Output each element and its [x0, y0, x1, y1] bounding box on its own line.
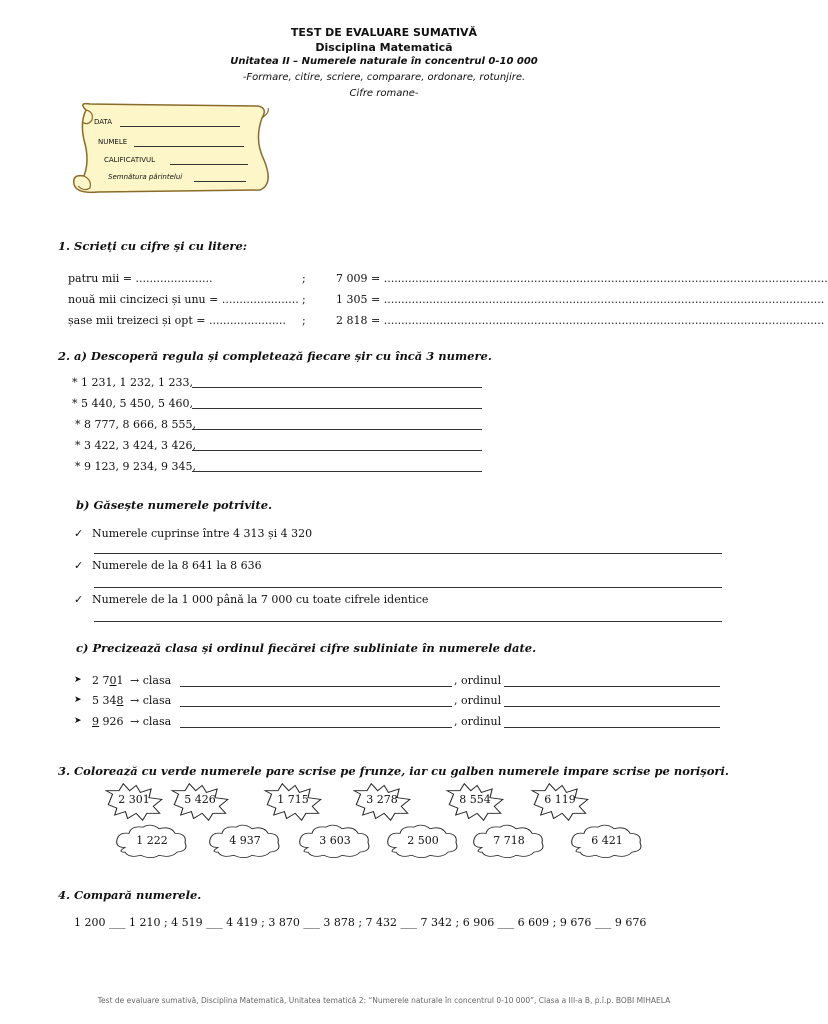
leaf-number[interactable]: [530, 782, 590, 822]
ex2a-row-2: * 5 440, 5 450, 5 460,: [72, 397, 193, 410]
ex2c-order-label-2: , ordinul: [454, 694, 502, 707]
leaf-number[interactable]: [104, 782, 164, 822]
leaf-number[interactable]: [170, 782, 230, 822]
ex2b-item-1: Numerele cuprinse între 4 313 și 4 320: [92, 527, 313, 540]
leaf-number[interactable]: [445, 782, 505, 822]
cloud-number[interactable]: [208, 824, 282, 860]
ex2b-title: b) Găsește numerele potrivite.: [76, 498, 273, 512]
ex1-title: 1. Scrieți cu cifre și cu litere:: [58, 239, 248, 253]
check-icon: ✓: [74, 527, 84, 540]
ex2c-class-line-2[interactable]: [180, 706, 452, 707]
cloud-number[interactable]: [570, 824, 644, 860]
page-footer: Test de evaluare sumativă, Disciplina Matematică, Unitatea tematică 2: “Numerele naturale în concentrul 0-10 000”, Clasa a III-a B, p.î.p. BOBI MIHAELA: [97, 996, 671, 1005]
underlined-digit: 0: [109, 674, 117, 687]
check-icon: ✓: [74, 593, 84, 606]
ex2c-order-line-1[interactable]: [504, 686, 720, 687]
cloud-value: 6 421: [591, 834, 623, 847]
ex1-right-3: 2 818 = ..............................................................................................................................: [336, 314, 825, 327]
check-icon: ✓: [74, 559, 84, 572]
cloud-value: 3 603: [319, 834, 351, 847]
cloud-value: 7 718: [493, 834, 525, 847]
ex2c-title: c) Precizează clasa și ordinul fiecărei cifre subliniate în numerele date.: [76, 641, 537, 655]
ex2c-number-1: 2 701: [92, 674, 124, 687]
name-line[interactable]: [134, 146, 244, 147]
ex2b-item-3: Numerele de la 1 000 până la 7 000 cu toate cifrele identice: [92, 593, 429, 606]
cloud-value: 2 500: [407, 834, 439, 847]
ex2c-class-label-1: → clasa: [130, 674, 172, 687]
underlined-digit: 8: [116, 694, 124, 707]
grade-label: CALIFICATIVUL: [104, 156, 156, 164]
leaf-number[interactable]: [352, 782, 412, 822]
leaf-value: 5 426: [184, 793, 216, 806]
scroll-illustration: [68, 100, 278, 200]
parent-signature-label: Semnătura părintelui: [108, 173, 183, 181]
underlined-digit: 9: [92, 715, 99, 728]
ex2c-order-label-1: , ordinul: [454, 674, 502, 687]
grade-line[interactable]: [170, 164, 248, 165]
ex2c-order-line-3[interactable]: [504, 727, 720, 728]
arrow-bullet-icon: ➤: [74, 695, 82, 705]
ex2a-answer-line-4[interactable]: [192, 450, 482, 451]
cloud-number[interactable]: [115, 824, 189, 860]
ex2a-row-4: * 3 422, 3 424, 3 426,: [75, 439, 196, 452]
cloud-number[interactable]: [298, 824, 372, 860]
parchment-icon: [68, 100, 278, 200]
leaf-number[interactable]: [263, 782, 323, 822]
leaf-value: 1 715: [277, 793, 309, 806]
ex2a-answer-line-2[interactable]: [192, 408, 482, 409]
ex1-sep-1: ;: [302, 272, 306, 285]
cloud-value: 1 222: [136, 834, 168, 847]
ex2c-class-label-3: → clasa: [130, 715, 172, 728]
leaf-value: 2 301: [118, 793, 150, 806]
test-title: TEST DE EVALUARE SUMATIVĂ: [290, 26, 478, 39]
topics-line-2: Cifre romane-: [349, 88, 419, 99]
ex2c-order-label-3: , ordinul: [454, 715, 502, 728]
ex1-sep-3: ;: [302, 314, 306, 327]
ex2a-answer-line-3[interactable]: [192, 429, 482, 430]
parent-signature-line[interactable]: [194, 181, 246, 182]
ex2c-class-line-1[interactable]: [180, 686, 452, 687]
ex2a-row-3: * 8 777, 8 666, 8 555,: [75, 418, 196, 431]
ex1-left-2: nouă mii cincizeci și unu = ......................: [68, 293, 299, 306]
ex3-title: 3. Colorează cu verde numerele pare scrise pe frunze, iar cu galben numerele impare scrise pe norișori.: [58, 764, 729, 778]
ex2c-number-3: 9 926: [92, 715, 124, 728]
subject-title: Disciplina Matematică: [315, 41, 453, 54]
unit-title: Unitatea II – Numerele naturale în concentrul 0-10 000: [230, 56, 538, 67]
ex4-title: 4. Compară numerele.: [58, 888, 202, 902]
cloud-number[interactable]: [386, 824, 460, 860]
ex2b-answer-line-1[interactable]: [94, 553, 722, 554]
ex2c-number-2: 5 348: [92, 694, 124, 707]
cloud-number[interactable]: [472, 824, 546, 860]
date-line[interactable]: [120, 126, 240, 127]
ex2c-class-label-2: → clasa: [130, 694, 172, 707]
leaf-value: 6 119: [544, 793, 576, 806]
ex1-left-1: patru mii = ......................: [68, 272, 213, 285]
ex1-sep-2: ;: [302, 293, 306, 306]
ex1-right-1: 7 009 = ...............................................................................................................................: [336, 272, 828, 285]
ex2c-class-line-3[interactable]: [180, 727, 452, 728]
ex2a-answer-line-5[interactable]: [192, 471, 482, 472]
ex2a-title: 2. a) Descoperă regula și completează fiecare șir cu încă 3 numere.: [58, 349, 492, 363]
name-label: NUMELE: [98, 138, 128, 146]
ex1-right-2: 1 305 = ..............................................................................................................................: [336, 293, 825, 306]
ex2c-order-line-2[interactable]: [504, 706, 720, 707]
date-label: DATA: [94, 118, 113, 126]
ex1-left-3: șase mii treizeci și opt = ......................: [68, 314, 286, 327]
leaf-value: 8 554: [459, 793, 491, 806]
arrow-bullet-icon: ➤: [74, 716, 82, 726]
ex2b-answer-line-2[interactable]: [94, 587, 722, 588]
leaf-value: 3 278: [366, 793, 398, 806]
ex2a-row-5: * 9 123, 9 234, 9 345,: [75, 460, 196, 473]
ex2b-answer-line-3[interactable]: [94, 621, 722, 622]
arrow-bullet-icon: ➤: [74, 675, 82, 685]
ex2b-item-2: Numerele de la 8 641 la 8 636: [92, 559, 262, 572]
ex2a-row-1: * 1 231, 1 232, 1 233,: [72, 376, 193, 389]
ex2a-answer-line-1[interactable]: [192, 387, 482, 388]
topics-line: -Formare, citire, scriere, comparare, ordonare, rotunjire.: [242, 72, 526, 83]
ex4-compare-line: 1 200 ___ 1 210 ; 4 519 ___ 4 419 ; 3 870 ___ 3 878 ; 7 432 ___ 7 342 ; 6 906 ___ 6 609 ; 9 676 ___ 9 676: [74, 916, 647, 929]
cloud-value: 4 937: [229, 834, 261, 847]
